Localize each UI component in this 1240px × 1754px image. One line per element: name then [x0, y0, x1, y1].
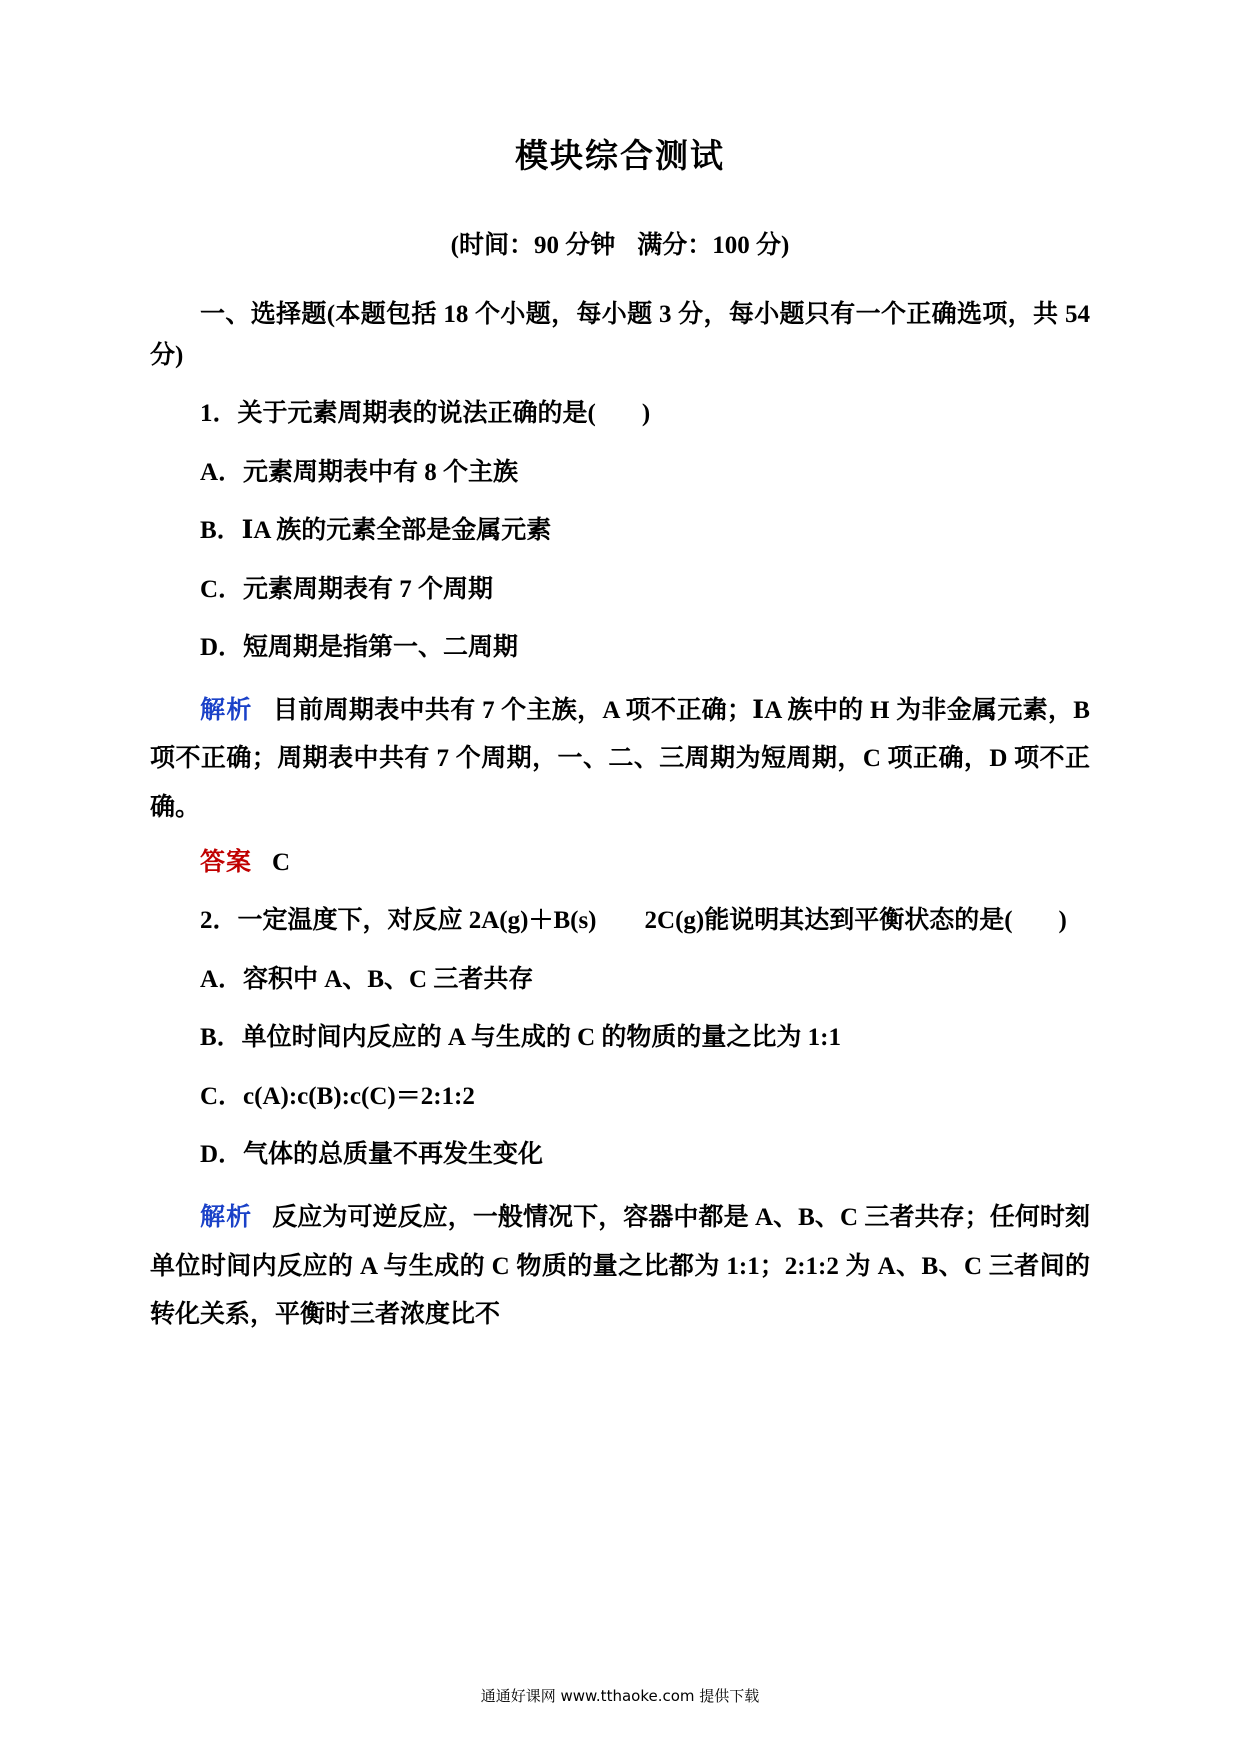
answer-label: 答案 — [200, 848, 253, 876]
question-1-analysis — [150, 687, 1090, 833]
question-2-stem-part1: 2．一定温度下，对反应 2A(g)＋B(s) — [200, 907, 597, 935]
question-2-analysis-text: 反应为可逆反应，一般情况下，容器中都是 A、B、C 三者共存；任何时刻单位时间内反应的 A 与生成的 C 物质的量之比都为 1:1；2:1:2 为 A、B、C 三者间的转化关系，平衡时三者浓度比不 — [150, 1203, 1090, 1329]
question-1-answer — [150, 843, 1090, 884]
page-footer: 通通好课网 www.tthaoke.com 提供下载 — [480, 1687, 760, 1705]
analysis-label: 解析 — [200, 1203, 253, 1231]
exam-meta — [150, 225, 1090, 261]
question-1-option-a: A．元素周期表中有 8 个主族 — [200, 458, 519, 486]
question-2-option-d: D．气体的总质量不再发生变化 — [200, 1141, 544, 1169]
question-1-option-d: D．短周期是指第一、二周期 — [200, 634, 519, 661]
question-2-option-b: B．单位时间内反应的 A 与生成的 C 的物质的量之比为 1:1 — [200, 1024, 841, 1052]
question-2-analysis — [150, 1194, 1090, 1340]
question-2-option-c: C．c(A):c(B):c(C)＝2:1:2 — [200, 1082, 475, 1110]
page-title: 模块综合测试 — [515, 136, 725, 175]
question-1-stem-text: 1．关于元素周期表的说法正确的是( — [200, 400, 596, 427]
question-2-stem-part2: 2C(g)能说明其达到平衡状态的是( — [644, 907, 1013, 935]
question-1-answer-text: C — [272, 848, 291, 876]
question-1-option-b: B．ⅠA 族的元素全部是金属元素 — [200, 517, 552, 544]
question-1-stem-tail: ) — [641, 400, 651, 427]
question-2-option-a: A．容积中 A、B、C 三者共存 — [200, 965, 534, 993]
question-1-stem — [150, 394, 1090, 435]
exam-total-score: 满分：100 分) — [637, 232, 790, 259]
exam-duration: (时间：90 分钟 — [450, 232, 616, 259]
analysis-label: 解析 — [200, 696, 253, 724]
section-heading: 一、选择题(本题包括 18 个小题，每小题 3 分，每小题只有一个正确选项，共 54 分) — [150, 301, 1090, 369]
question-1-option-c: C．元素周期表有 7 个周期 — [200, 575, 494, 603]
question-2-stem-tail: ) — [1058, 907, 1067, 935]
question-1-analysis-text: 目前周期表中共有 7 个主族，A 项不正确；ⅠA 族中的 H 为非金属元素，B 项不正确；周期表中共有 7 个周期，一、二、三周期为短周期，C 项正确，D 项不正确。 — [150, 696, 1090, 821]
question-2-stem — [150, 901, 1090, 942]
